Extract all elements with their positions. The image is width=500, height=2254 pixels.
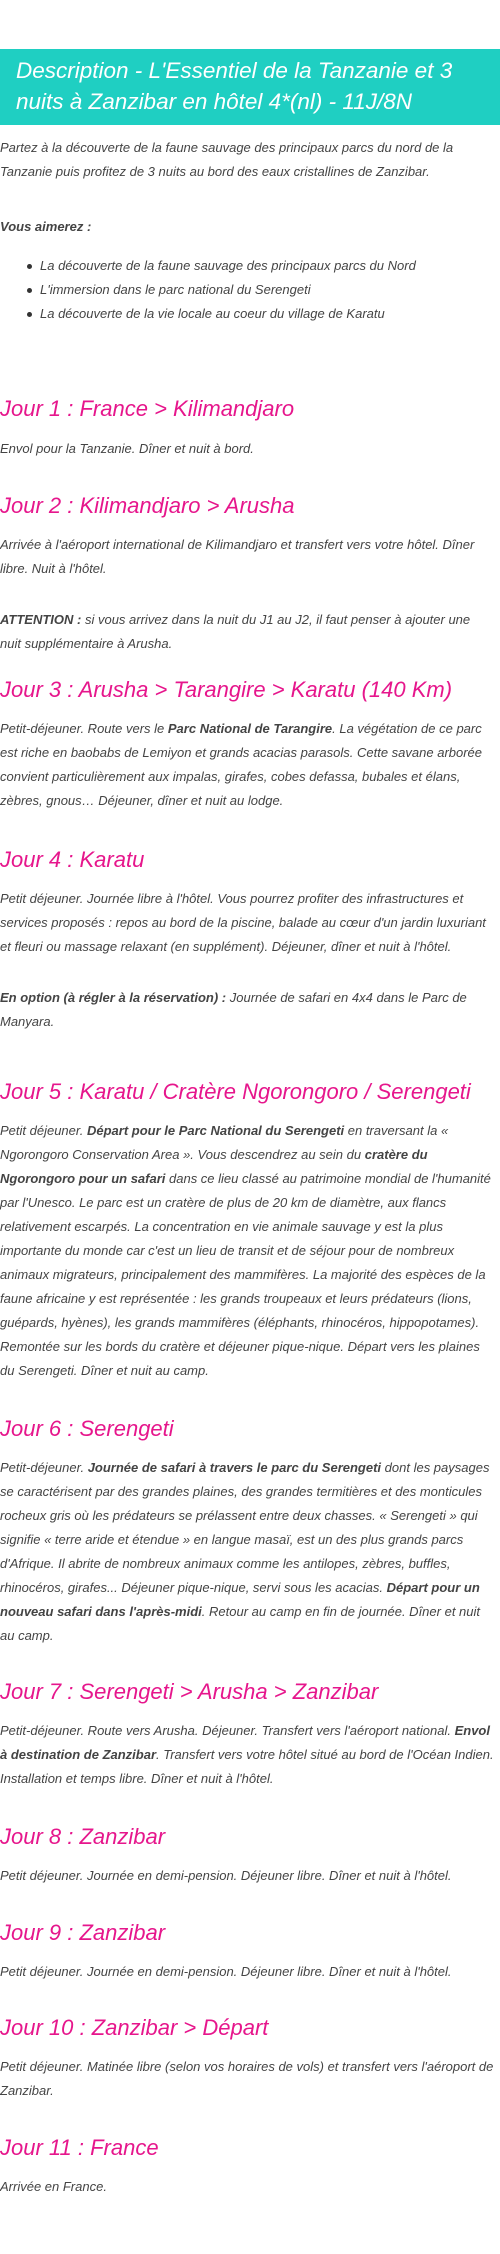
day-paragraph (0, 2175, 494, 2199)
text-span: Petit-déjeuner. Route vers le (0, 721, 168, 736)
text-span: . Transfert vers votre hôtel situé au bord de l'Océan Indien. Installation et temps libre. Dîner et nuit à l'hôtel. (0, 1747, 494, 1786)
text-span: Envol pour la Tanzanie. Dîner et nuit à bord. (0, 441, 254, 456)
day-6-body (0, 1456, 494, 1648)
intro-text: Partez à la découverte de la faune sauvage des principaux parcs du nord de la Tanzanie puis profitez de 3 nuits au bord des eaux cristallines de Zanzibar. (0, 140, 454, 179)
page-title (16, 55, 492, 117)
text-span: Petit déjeuner. Journée en demi-pension. Déjeuner libre. Dîner et nuit à l'hôtel. (0, 1868, 452, 1883)
day-paragraph (0, 1719, 494, 1791)
day-1-title: Jour 1 : France > Kilimandjaro (0, 396, 295, 421)
text-span: Arrivée en France. (0, 2179, 107, 2194)
text-span: dont les paysages se caractérisent par des grandes plaines, des grandes termitières et des monticules rocheux gris où les prédateurs se prélassent entre deux chasses. « Serengeti » qui signifie « terre aride et étendue » en langue masaï, est un des plus grands parcs d'Afrique. Il abrite de nombreux animaux comme les antilopes, zèbres, buffles, rhinocéros, girafes... Déjeuner pique-nique, servi sous les acacias. (0, 1460, 490, 1595)
day-3-title: Jour 3 : Arusha > Tarangire > Karatu (140 Km) (0, 677, 453, 702)
text-span: Petit-déjeuner. (0, 1460, 88, 1475)
day-paragraph (0, 986, 494, 1034)
day-paragraph (0, 608, 494, 656)
likes-item: L'immersion dans le parc national du Serengeti (40, 278, 490, 302)
day-7-title: Jour 7 : Serengeti > Arusha > Zanzibar (0, 1679, 379, 1704)
intro-block (0, 136, 494, 184)
text-span: dans ce lieu classé au patrimoine mondial de l'humanité par l'Unesco. Le parc est un cratère de plus de 20 km de diamètre, aux flancs relativement escarpés. La concentration en vie animale sauvage y est la plus importante du monde car c'est un lieu de transit et de séjour pour de nombreux animaux migrateurs, principalement des mammifères. La majorité des espèces de la faune africaine y est représentée : les grands troupeaux et leurs prédateurs (lions, guépards, hyènes), les grands mammifères (éléphants, rhinocéros, hippopotames). Remontée sur les bords du cratère et déjeuner pique-nique. Départ vers les plaines du Serengeti. Dîner et nuit au camp. (0, 1171, 491, 1378)
text-span: Journée de safari en 4x4 dans le Parc de Manyara. (0, 990, 467, 1029)
bold-text: Envol à destination de Zanzibar (0, 1723, 490, 1762)
day-paragraph (0, 1119, 494, 1383)
day-10-body (0, 2055, 494, 2103)
day-4-title: Jour 4 : Karatu (0, 847, 145, 872)
likes-list (0, 254, 490, 326)
day-11-body (0, 2175, 494, 2199)
bold-text: Parc National de Tarangire (167, 721, 333, 736)
likes-label-block (0, 215, 494, 239)
page-title-line-2: nuits à Zanzibar en hôtel 4*(nl) - 11J/8N (16, 89, 413, 114)
day-2-title: Jour 2 : Kilimandjaro > Arusha (0, 493, 295, 518)
day-9-title: Jour 9 : Zanzibar (0, 1920, 166, 1945)
day-5-body (0, 1119, 494, 1383)
day-paragraph (0, 1864, 494, 1888)
day-9-body (0, 1960, 494, 1984)
day-paragraph (0, 1456, 494, 1648)
description-banner (0, 49, 500, 125)
day-6-title: Jour 6 : Serengeti (0, 1416, 174, 1441)
text-span: Petit déjeuner. Journée en demi-pension. Déjeuner libre. Dîner et nuit à l'hôtel. (0, 1964, 452, 1979)
day-paragraph (0, 437, 494, 461)
text-span: Petit-déjeuner. Route vers Arusha. Déjeuner. Transfert vers l'aéroport national. (0, 1723, 455, 1738)
bold-text: ATTENTION : (0, 612, 82, 627)
bold-text: Journée de safari à travers le parc du Serengeti (87, 1460, 382, 1475)
page-title-line-1: Description - L'Essentiel de la Tanzanie et 3 (16, 58, 453, 83)
day-10-title: Jour 10 : Zanzibar > Départ (0, 2015, 269, 2040)
text-span: si vous arrivez dans la nuit du J1 au J2, il faut penser à ajouter une nuit supplémentaire à Arusha. (0, 612, 471, 651)
likes-label: Vous aimerez : (0, 219, 92, 234)
bold-text: Départ pour le Parc National du Serengeti (86, 1123, 345, 1138)
text-span: Petit déjeuner. Journée libre à l'hôtel. Vous pourrez profiter des infrastructures et services proposés : repos au bord de la piscine, balade au cœur d'un jardin luxuriant et fleuri ou massage relaxant (en supplément). Déjeuner, dîner et nuit à l'hôtel. (0, 891, 486, 954)
day-2-body (0, 533, 494, 656)
day-paragraph (0, 2055, 494, 2103)
day-paragraph (0, 1960, 494, 1984)
day-11-title: Jour 11 : France (0, 2135, 159, 2160)
day-8-title: Jour 8 : Zanzibar (0, 1824, 166, 1849)
day-3-body (0, 717, 494, 813)
day-5-title: Jour 5 : Karatu / Cratère Ngorongoro / Serengeti (0, 1079, 471, 1104)
text-span: . Retour au camp en fin de journée. Dîner et nuit au camp. (0, 1604, 480, 1643)
day-paragraph (0, 887, 494, 959)
text-span: . La végétation de ce parc est riche en baobabs de Lemiyon et grands acacias parasols. Cette savane arborée convient particulièrement aux impalas, girafes, cobes defassa, bubales et élans, zèbres, gnous… Déjeuner, dîner et nuit au lodge. (0, 721, 483, 808)
day-paragraph (0, 717, 494, 813)
day-paragraph (0, 533, 494, 581)
bold-text: Départ pour un nouveau safari dans l'après-midi (0, 1580, 480, 1619)
day-4-body (0, 887, 494, 1034)
day-7-body (0, 1719, 494, 1791)
bold-text: En option (à régler à la réservation) : (0, 990, 227, 1005)
text-span: Arrivée à l'aéroport international de Kilimandjaro et transfert vers votre hôtel. Dîner libre. Nuit à l'hôtel. (0, 537, 475, 576)
text-span: en traversant la « Ngorongoro Conservation Area ». Vous descendrez au sein du (0, 1123, 449, 1162)
bold-text: cratère du Ngorongoro pour un safari (0, 1147, 428, 1186)
likes-item: La découverte de la faune sauvage des principaux parcs du Nord (40, 254, 490, 278)
day-8-body (0, 1864, 494, 1888)
text-span: Petit déjeuner. (0, 1123, 87, 1138)
text-span: Petit déjeuner. Matinée libre (selon vos horaires de vols) et transfert vers l'aéroport de Zanzibar. (0, 2059, 494, 2098)
likes-item: La découverte de la vie locale au coeur du village de Karatu (40, 302, 490, 326)
day-1-body (0, 437, 494, 461)
